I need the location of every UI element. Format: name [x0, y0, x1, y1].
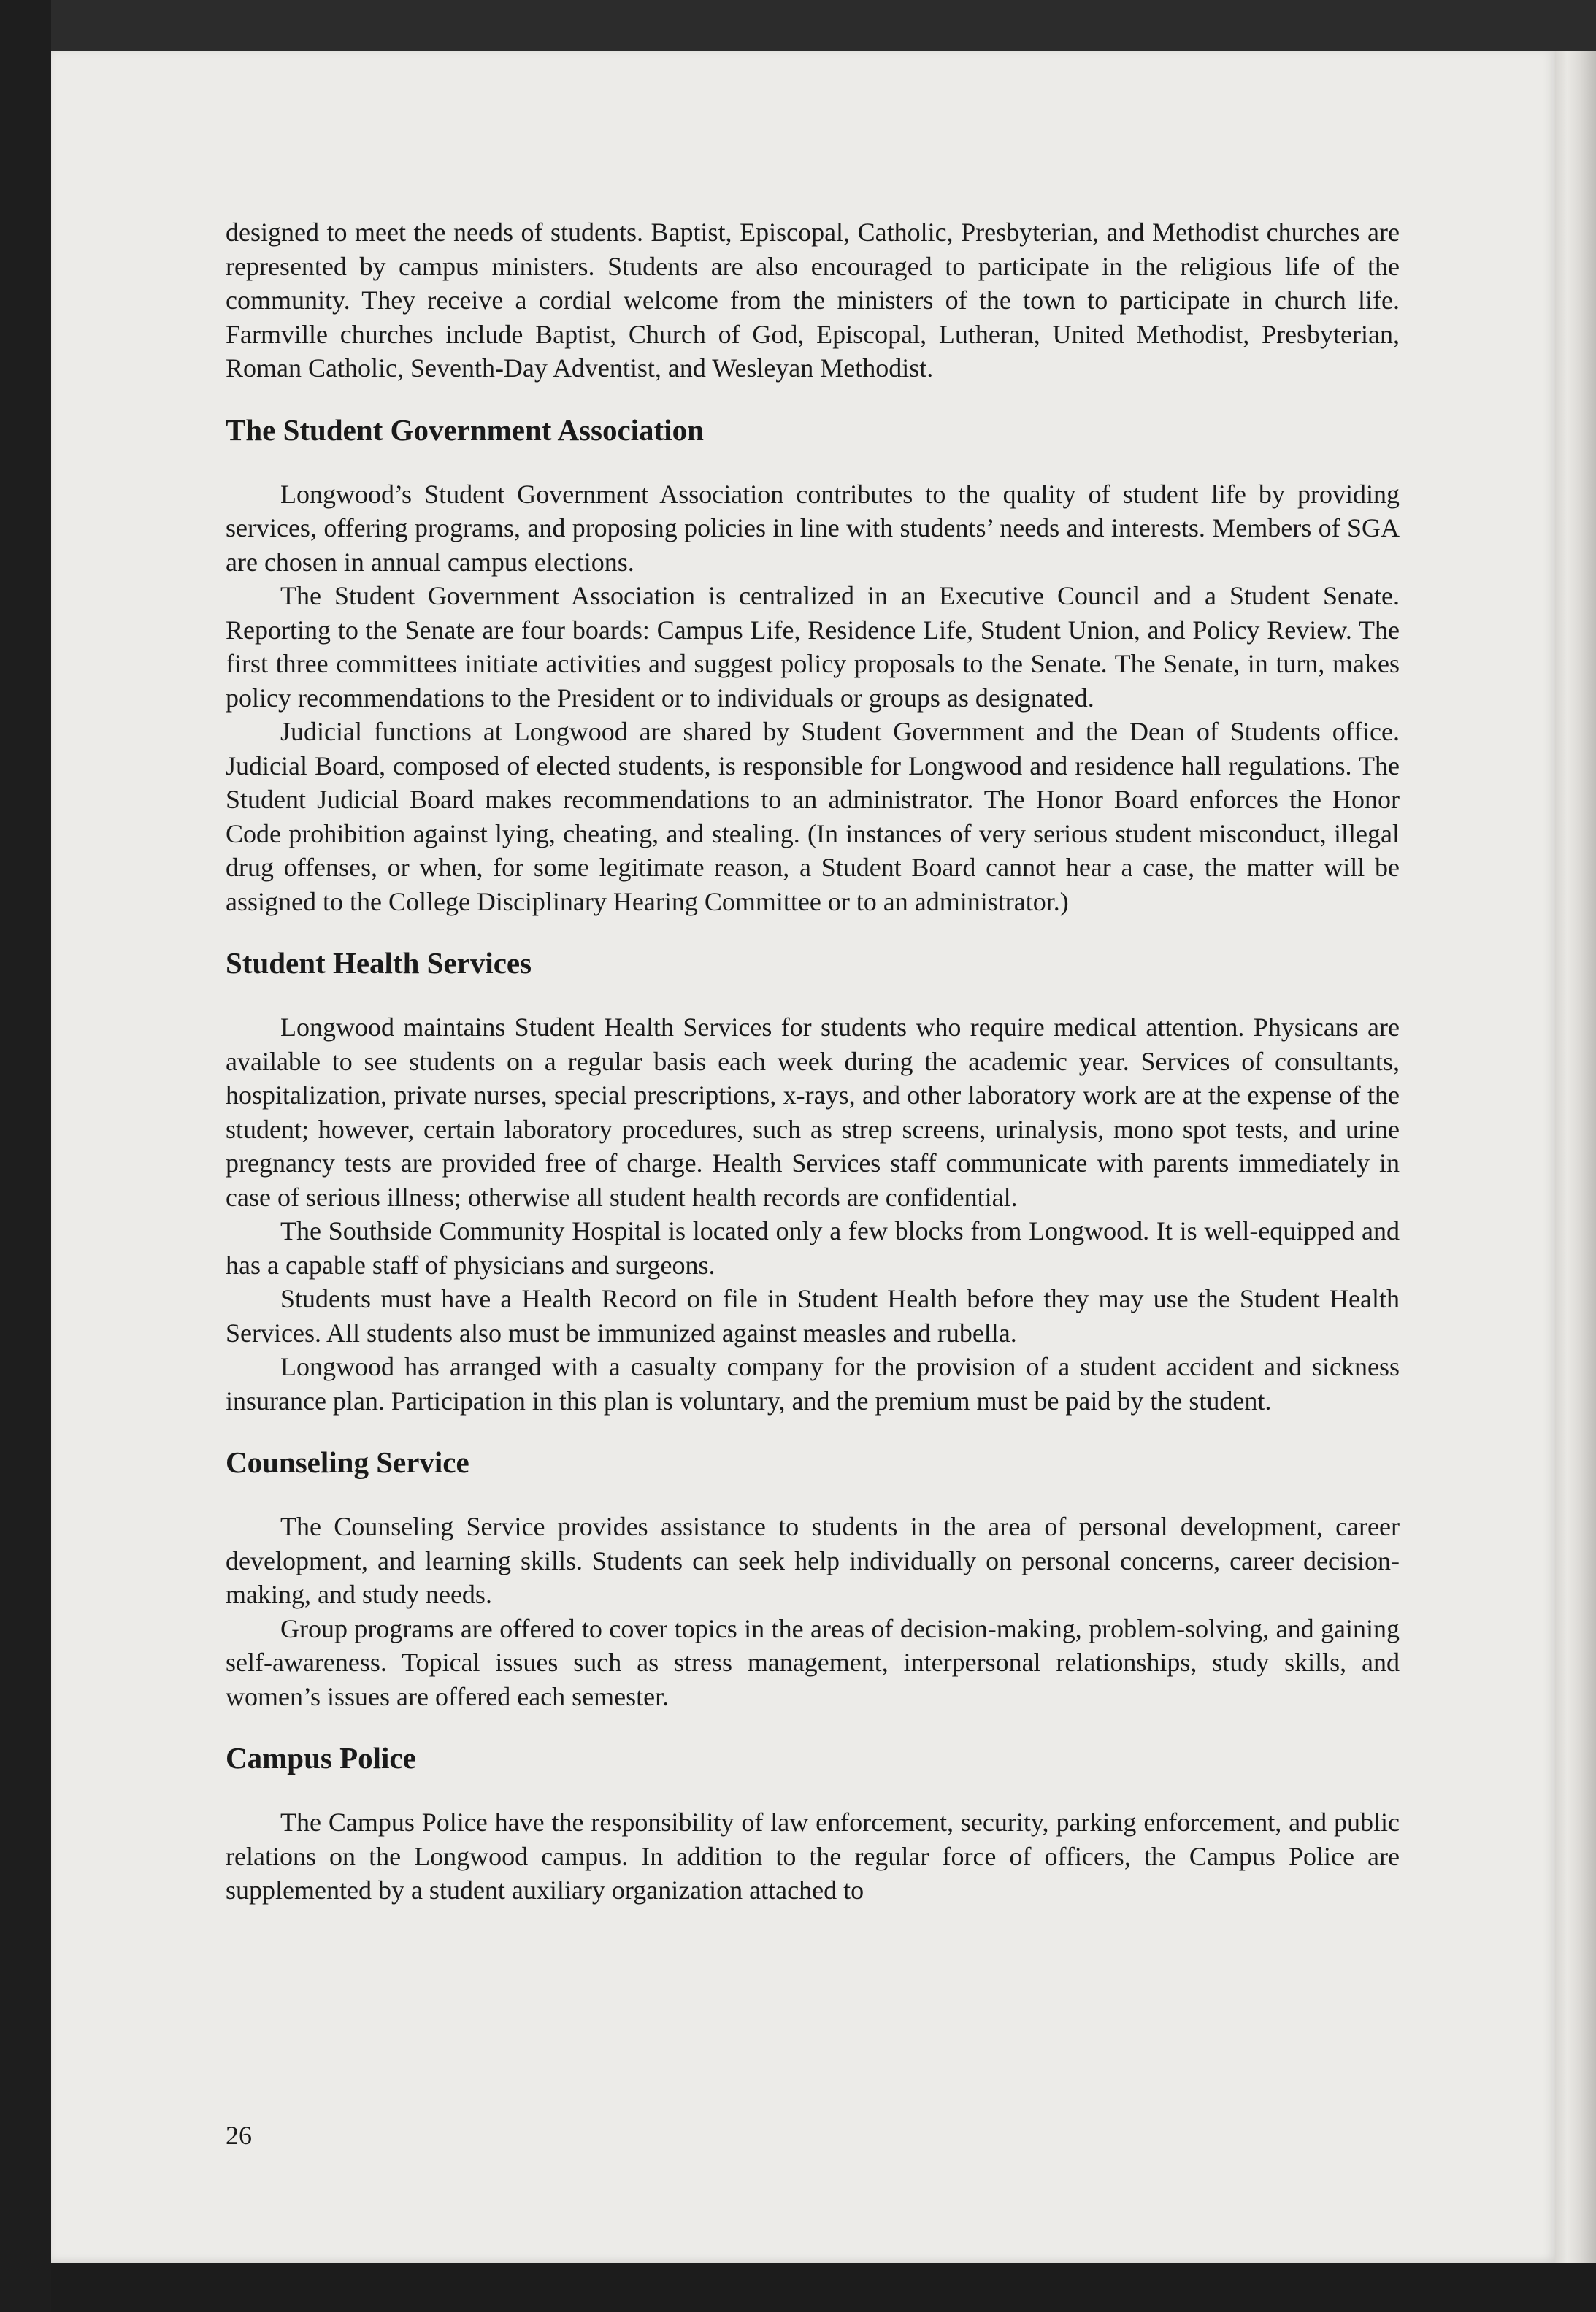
paragraph: The Student Government Association is centralized in an Executive Council and a Student Senate. Reporting to the Senate are four boards: Campus Life, Residence Life, Student Union, and Policy Review. The first three committees initiate activities and suggest policy proposals to the Senate. The Senate, in turn, makes policy recommendations to the President or to individuals or groups as designated.	[226, 581, 1400, 713]
scan-background-left	[0, 0, 51, 2312]
section-heading-counseling: Counseling Service	[226, 1445, 469, 1479]
paragraph: Group programs are offered to cover topics in the areas of decision-making, problem-solving, and gaining self-awareness. Topical issues such as stress management, interpersonal relationships, study skills, and women’s issues are offered each semester.	[226, 1613, 1400, 1711]
section-heading-student-health: Student Health Services	[226, 946, 532, 980]
paragraph: The Campus Police have the responsibility of law enforcement, security, parking enforcement, and public relations on the Longwood campus. In addition to the regular force of officers, the Campus Police are supplemented by a student auxiliary organization attached to	[226, 1808, 1400, 1905]
paragraph: Longwood’s Student Government Association contributes to the quality of student life by providing services, offering programs, and proposing policies in line with students’ needs and interests. Members of SGA are chosen in annual campus elections.	[226, 479, 1400, 577]
page-body	[226, 215, 1400, 1908]
paragraph: The Southside Community Hospital is located only a few blocks from Longwood. It is well-equipped and has a capable staff of physicians and surgeons.	[226, 1216, 1400, 1280]
paragraph: Longwood has arranged with a casualty company for the provision of a student accident and sickness insurance plan. Participation in this plan is voluntary, and the premium must be paid by the student.	[226, 1352, 1400, 1416]
page-number: 26	[226, 2121, 252, 2150]
section-heading-campus-police: Campus Police	[226, 1741, 416, 1775]
section-heading-student-government: The Student Government Association	[226, 412, 704, 447]
paragraph: Longwood maintains Student Health Services for students who require medical attention. Physicans are available to see students on a regular basis each week during the academic year. Services of consultants, hospitalization, private nurses, special prescriptions, x-rays, and other laboratory work are at the expense of the student; however, certain laboratory procedures, such as strep screens, urinalysis, mono spot tests, and urine pregnancy tests are provided free of charge. Health Services staff communicate with parents immediately in case of serious illness; otherwise all student health records are confidential.	[226, 1013, 1400, 1212]
paragraph: The Counseling Service provides assistance to students in the area of personal development, career development, and learning skills. Students can seek help individually on personal concerns, career decision-making, and study needs.	[226, 1512, 1400, 1609]
page-edge-right	[1555, 51, 1596, 2285]
paragraph: Students must have a Health Record on file in Student Health before they may use the Student Health Services. All students also must be immunized against measles and rubella.	[226, 1284, 1400, 1348]
scan-background-bottom	[51, 2263, 1596, 2312]
paragraph: Judicial functions at Longwood are shared by Student Government and the Dean of Students office. Judicial Board, composed of elected students, is responsible for Longwood and residence hall regulations. The Student Judicial Board makes recommendations to an administrator. The Honor Board enforces the Honor Code prohibition against lying, cheating, and stealing. (In instances of very serious student misconduct, illegal drug offenses, or when, for some legitimate reason, a Student Board cannot hear a case, the matter will be assigned to the College Disciplinary Hearing Committee or to an administrator.)	[226, 717, 1400, 916]
continued-paragraph: designed to meet the needs of students. Baptist, Episcopal, Catholic, Presbyterian, and Methodist churches are represented by campus ministers. Students are also encouraged to participate in the religious life of the community. They receive a cordial welcome from the ministers of the town to participate in church life. Farmville churches include Baptist, Church of God, Episcopal, Lutheran, United Methodist, Presbyterian, Roman Catholic, Seventh-Day Adventist, and Wesleyan Methodist.	[226, 218, 1400, 383]
